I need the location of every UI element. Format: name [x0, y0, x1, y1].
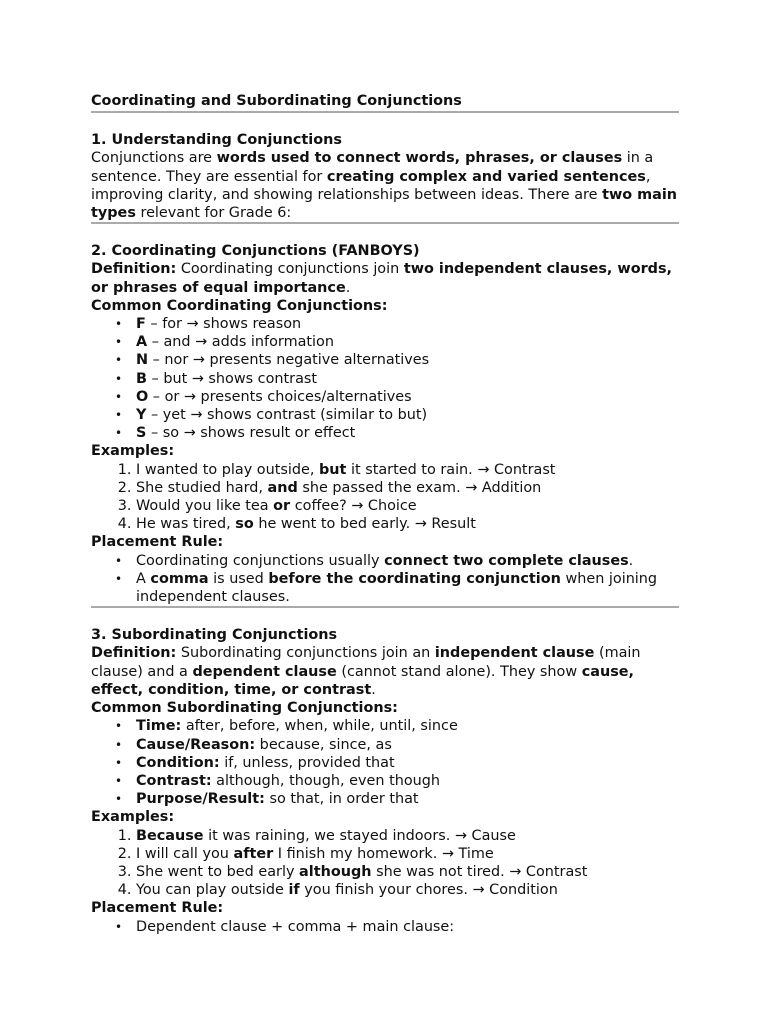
text-run: – but → shows contrast [146, 370, 318, 387]
text-run: A [136, 570, 151, 587]
section-2-heading: 2. Coordinating Conjunctions (FANBOYS) [91, 243, 420, 260]
emphasis-text: although [299, 863, 372, 880]
emphasis-text: so [235, 516, 254, 533]
text-run: . [628, 552, 634, 569]
text-run: – nor → presents negative alternatives [148, 352, 430, 369]
text-run: if, unless, provided that [219, 754, 395, 771]
example-list-item [136, 497, 679, 515]
text-run: coffee? → Choice [290, 498, 417, 515]
text-run: , improving clarity, and showing relationships between ideas. There are [91, 168, 651, 203]
emphasis-text: Cause/Reason: [136, 736, 256, 753]
rule-list-item [136, 918, 679, 936]
emphasis-text: connect two complete clauses [384, 552, 629, 569]
text-run: (main clause) and a [91, 645, 641, 680]
text-run: (cannot stand alone). They show [336, 663, 582, 680]
text-run: you finish your chores. → Condition [299, 882, 558, 899]
text-run: in a sentence. They are essential for [91, 150, 654, 185]
text-run: is used [208, 570, 269, 587]
emphasis-text: and [267, 479, 298, 496]
emphasis-text: Y [136, 407, 147, 424]
text-run: – for → shows reason [145, 316, 302, 333]
emphasis-text: cause, effect, condition, time, or contrast [91, 663, 634, 698]
document-page [91, 92, 679, 936]
emphasis-text: N [136, 352, 149, 369]
conjunction-list-item [136, 736, 679, 754]
text-run: relevant for Grade 6: [135, 205, 292, 222]
conjunction-list-item [136, 333, 679, 351]
emphasis-text: words used to connect words, phrases, or clauses [216, 150, 623, 167]
text-run: You can play outside [136, 882, 289, 899]
text-run: She went to bed early [136, 863, 300, 880]
emphasis-text: two independent clauses, words, or phrases of equal importance [91, 261, 673, 296]
text-run: . [345, 279, 351, 296]
emphasis-text: but [319, 461, 347, 478]
emphasis-text: Definition: [91, 261, 177, 278]
section-3-heading: 3. Subordinating Conjunctions [91, 627, 338, 644]
text-run: it was raining, we stayed indoors. → Cause [203, 827, 516, 844]
emphasis-text: before the coordinating conjunction [268, 570, 561, 587]
emphasis-text: A [136, 334, 148, 351]
conjunction-list-item [136, 772, 679, 790]
coordinating-rules-list [91, 552, 679, 607]
text-run: although, though, even though [211, 772, 441, 789]
text-run: I will call you [136, 845, 234, 862]
emphasis-text: Because [136, 827, 204, 844]
text-run: I finish my homework. → Time [273, 845, 494, 862]
text-run: it started to rain. → Contrast [346, 461, 556, 478]
conjunction-list-item [136, 406, 679, 424]
text-run: so that, in order that [264, 791, 419, 808]
emphasis-text: if [288, 882, 300, 899]
emphasis-text: O [136, 388, 149, 405]
example-list-item [136, 461, 679, 479]
conjunction-list-item [136, 790, 679, 808]
emphasis-text: creating complex and varied sentences [326, 168, 646, 185]
example-list-item [136, 479, 679, 497]
example-list-item [136, 863, 679, 881]
text-run: I wanted to play outside, [136, 461, 319, 478]
text-run: Dependent clause + comma + main clause: [136, 918, 455, 935]
section-1-heading: 1. Understanding Conjunctions [91, 132, 342, 149]
subordinating-rules-list [91, 918, 679, 936]
example-list-item [136, 881, 679, 899]
text-run: she passed the exam. → Addition [297, 479, 542, 496]
conjunction-list-item [136, 717, 679, 735]
emphasis-text: Time: [136, 718, 182, 735]
emphasis-text: two main types [91, 186, 678, 222]
emphasis-text: Contrast: [136, 772, 212, 789]
text-run: Conjunctions are [91, 150, 217, 167]
document-title: Coordinating and Subordinating Conjunctions [91, 92, 679, 113]
emphasis-text: or [273, 498, 291, 515]
text-run: because, since, as [255, 736, 392, 753]
text-run: after, before, when, while, until, since [181, 718, 458, 735]
conjunction-list-item [136, 388, 679, 406]
section-2-examples-heading: Examples: [91, 443, 175, 460]
emphasis-text: Purpose/Result: [136, 791, 265, 808]
emphasis-text: S [136, 425, 147, 442]
text-run: Subordinating conjunctions join an [176, 645, 435, 662]
emphasis-text: dependent clause [192, 663, 337, 680]
section-3-examples-heading: Examples: [91, 809, 175, 826]
rule-list-item [136, 570, 679, 606]
emphasis-text: after [233, 845, 274, 862]
example-list-item [136, 845, 679, 863]
section-2-definition [91, 260, 679, 296]
coordinating-examples-list [91, 461, 679, 534]
text-run: She studied hard, [136, 479, 268, 496]
subordinating-examples-list [91, 827, 679, 900]
text-run: – and → adds information [147, 334, 334, 351]
text-run: – or → presents choices/alternatives [148, 388, 412, 405]
emphasis-text: Condition: [136, 754, 220, 771]
rule-list-item [136, 552, 679, 570]
text-run: – yet → shows contrast (similar to but) [146, 407, 428, 424]
conjunction-list-item [136, 754, 679, 772]
text-run: she was not tired. → Contrast [371, 863, 588, 880]
text-run: – so → shows result or effect [146, 425, 356, 442]
conjunction-list-item [136, 351, 679, 369]
section-3-list-heading: Common Subordinating Conjunctions: [91, 700, 398, 717]
section-3-definition [91, 644, 679, 699]
example-list-item [136, 515, 679, 533]
section-3-rule-heading: Placement Rule: [91, 900, 224, 917]
section-1-paragraph [91, 149, 679, 222]
conjunction-list-item [136, 424, 679, 442]
conjunction-list-item [136, 370, 679, 388]
text-run: Coordinating conjunctions join [176, 261, 404, 278]
text-run: He was tired, [136, 516, 236, 533]
conjunction-list-item [136, 315, 679, 333]
emphasis-text: comma [150, 570, 209, 587]
text-run: Would you like tea [136, 498, 274, 515]
section-2-list-heading: Common Coordinating Conjunctions: [91, 297, 388, 314]
text-run: he went to bed early. → Result [253, 516, 476, 533]
emphasis-text: B [136, 370, 147, 387]
emphasis-text: Definition: [91, 645, 177, 662]
text-run: Coordinating conjunctions usually [136, 552, 385, 569]
subordinating-conjunction-list [91, 717, 679, 808]
section-2-rule-heading: Placement Rule: [91, 534, 224, 551]
example-list-item [136, 827, 679, 845]
coordinating-conjunction-list [91, 315, 679, 442]
text-run: when joining independent clauses. [136, 570, 658, 606]
emphasis-text: F [136, 316, 146, 333]
emphasis-text: independent clause [434, 645, 595, 662]
text-run: . [371, 681, 376, 698]
